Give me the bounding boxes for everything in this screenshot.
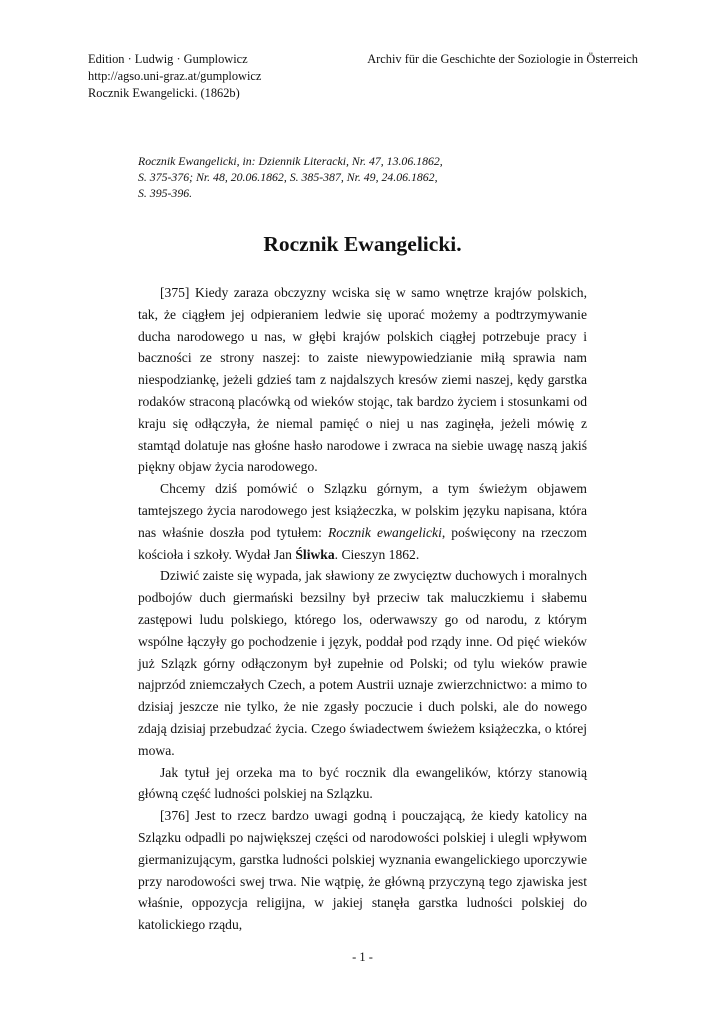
paragraph-2-text-c: . Cieszyn 1862. <box>334 546 420 562</box>
body-text <box>138 282 587 936</box>
header-url: http://agso.uni-graz.at/gumplowicz <box>88 69 262 83</box>
paragraph-4: Jak tytuł jej orzeka ma to być rocznik dla ewangelików, którzy stanowią główną część ludności polskiej na Szlązku. <box>138 764 587 802</box>
author-name: Śliwka <box>295 546 335 562</box>
header-work: Rocznik Ewangelicki. (1862b) <box>88 86 240 100</box>
paragraph-2-text-b: , poświęcony na rzeczom kościoła i szkoły. Wydał Jan <box>138 524 587 562</box>
paragraph-3: Dziwić zaiste się wypada, jak sławiony ze zwycięztw duchowych i moralnych podbojów duch giermański bezsilny był przeciw tak maluczkiemu i słabemu zastępowi ludu polskiego, którego los, oderwawszy go od narodu, z którym wspólne łączyły go pochodzenie i język, poddał pod rządy inne. Od pięć wieków już Szlązk górny odłączonym był zupełnie od Polski; od tylu wieków prawie najprzód zniemczałych Czech, a potem Austrii uznaje zwierzchnictwo: a mimo to dzisiaj jeszcze nie tylko, że nie zgasły poczucie i duch polski, ale do nowego zdają dzisiaj przebudzać życia. Czego świadectwem świeżem książeczka, o której mowa. <box>138 568 587 758</box>
book-title: Rocznik ewangelicki <box>327 524 442 540</box>
paragraph-2 <box>138 478 587 565</box>
header-edition: Edition · Ludwig · Gumplowicz <box>88 52 248 66</box>
paragraph-1: [375] Kiedy zaraza obczyzny wciska się w samo wnętrze krajów polskich, tak, że ciągłem jej odpieraniem ledwie się uporać możemy a podtrzymywanie ducha narodowego u nas, w głębi krajów polskich ciągłej potrzebuje pracy i baczności ze strony naszej: to zaiste niewypowiedzianie miłą sprawia nam niespodziankę, jeżeli gdzieś tam z najdalszych kresów ziemi naszej, kędy garstka rodaków straconą placówką od wieków stojąc, tak bardzo życiem i stosunkami od kraju się odłączyła, że niemal pamięć o niej u nas zaginęła, jeżeli mówię z stamtąd dolatuje nas głośne hasło narodowe i zwraca na siebie uwagę naszą jakiś piękny objaw życia narodowego. <box>138 285 587 475</box>
paragraph-5: [376] Jest to rzecz bardzo uwagi godną i pouczającą, że kiedy katolicy na Szlązku odpadli po największej części od narodowości polskiej i ulegli wpływom giermanizującym, garstka ludności polskiej wyznania ewangelickiego uporczywie przy narodowości swej trwa. Nie wątpię, że główną przyczyną tego zjawiska jest właśnie, oppozycja religijna, w jakiej stanęła garstka ludności polskiej do katolickiego rządu, <box>138 808 587 933</box>
page-title: Rocznik Ewangelicki. <box>263 232 462 256</box>
page-number: - 1 - <box>352 950 373 964</box>
header-archive: Archiv für die Geschichte der Soziologie in Österreich <box>367 52 638 66</box>
citation: Rocznik Ewangelicki, in: Dziennik Literacki, Nr. 47, 13.06.1862, S. 375-376; Nr. 48, 20.06.1862, S. 385-387, Nr. 49, 24.06.1862, S. 395-396. <box>138 154 443 200</box>
paragraph-2-text-a: Chcemy dziś pomówić o Szlązku górnym, a tym świeżym objawem tamtejszego życia narodowego jest książeczka, w polskim języku napisana, która nas właśnie doszła pod tytułem: <box>138 481 587 540</box>
header-left <box>88 51 261 102</box>
